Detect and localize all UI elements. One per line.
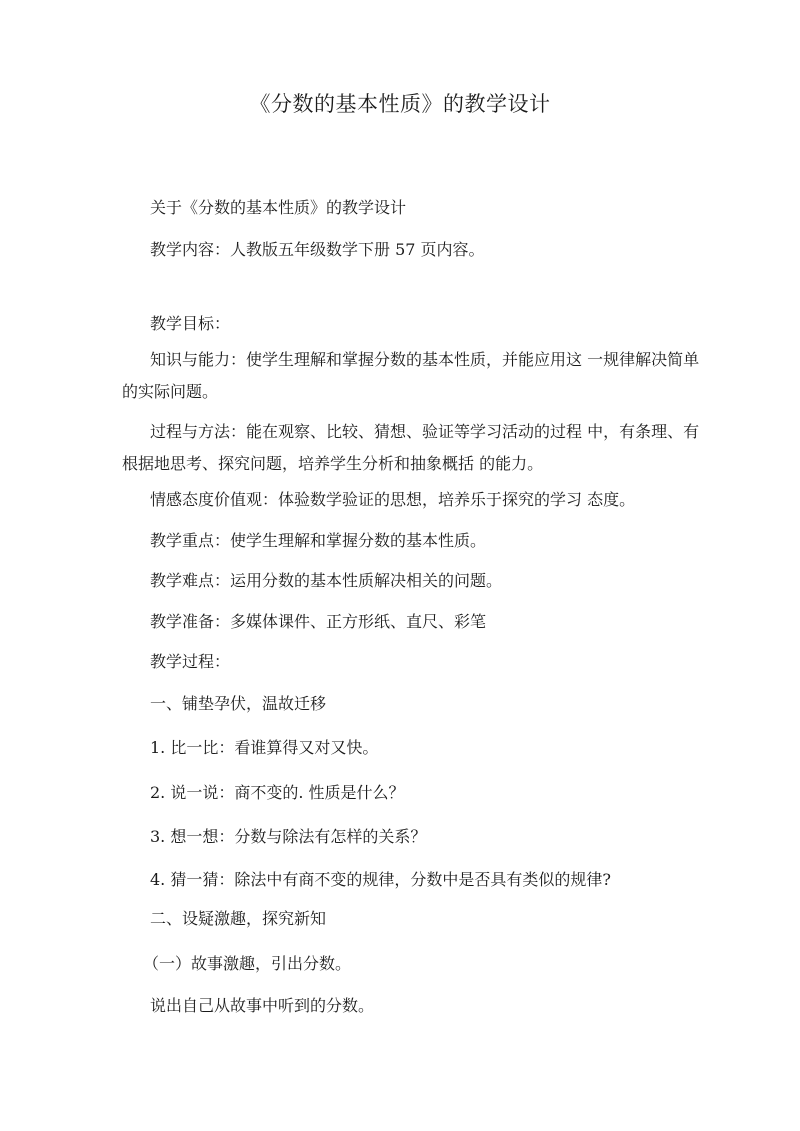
step-4-line: 4. 猜一猜：除法中有商不变的规律，分数中是否具有类似的规律? <box>150 870 611 889</box>
document-title: 《分数的基本性质》的教学设计 <box>249 92 551 116</box>
step-3-line: 3. 想一想：分数与除法有怎样的关系？ <box>150 827 427 846</box>
story-fraction-line: 说出自己从故事中听到的分数。 <box>150 996 375 1015</box>
subsection-one-heading: （一）故事激趣，引出分数。 <box>143 954 352 973</box>
knowledge-ability-paragraph: 知识与能力：使学生理解和掌握分数的基本性质，并能应用这 一规律解决简单的实际问题。 <box>122 350 700 401</box>
process-method-paragraph: 过程与方法：能在观察、比较、猜想、验证等学习活动的过程 中，有条理、有根据地思考、探究问题，培养学生分析和抽象概括 的能力。 <box>122 422 700 473</box>
teaching-focus-line: 教学重点：使学生理解和掌握分数的基本性质。 <box>150 531 487 550</box>
section-one-heading: 一、铺垫孕伏，温故迁移 <box>150 694 327 713</box>
teaching-preparation-line: 教学准备：多媒体课件、正方形纸、直尺、彩笔 <box>150 612 487 631</box>
step-1-line: 1. 比一比：看谁算得又对又快。 <box>150 738 379 757</box>
teaching-process-heading: 教学过程： <box>150 652 231 671</box>
section-two-heading: 二、设疑激趣，探究新知 <box>150 909 327 928</box>
step-2-line: 2. 说一说：商不变的. 性质是什么？ <box>150 783 405 802</box>
intro-line: 关于《分数的基本性质》的教学设计 <box>150 198 407 217</box>
teaching-content-line: 教学内容：人教版五年级数学下册 57 页内容。 <box>150 240 485 259</box>
emotion-attitude-line: 情感态度价值观：体验数学验证的思想，培养乐于探究的学习 态度。 <box>150 490 636 509</box>
teaching-difficulty-line: 教学难点：运用分数的基本性质解决相关的问题。 <box>150 571 503 590</box>
teaching-goals-heading: 教学目标： <box>150 314 231 333</box>
